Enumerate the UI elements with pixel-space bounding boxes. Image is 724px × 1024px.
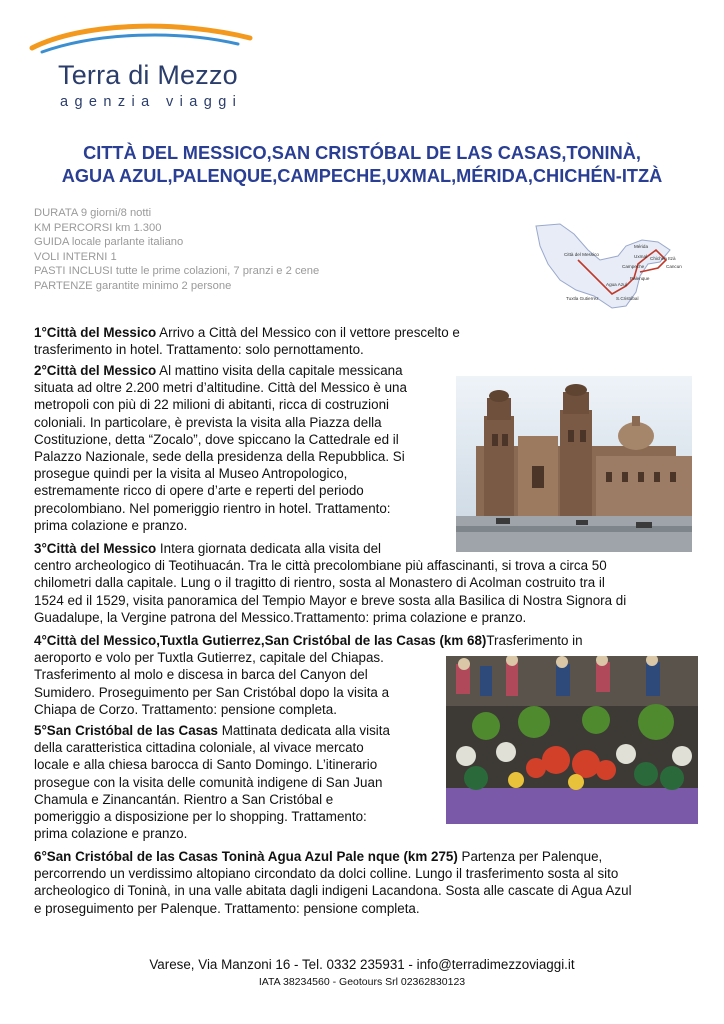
day-5-text: pomeriggio a disposizione per lo shopping. Trattamento:: [34, 809, 367, 825]
market-photo: [446, 656, 698, 824]
map-label: Palenque: [630, 276, 650, 281]
day-3-text: 1524 ed il 1529, visita panoramica del Tempio Mayor e breve sosta alla Basilica di Nostra Signora di: [34, 592, 627, 608]
day-5-heading: 5°San Cristóbal de las Casas: [34, 723, 218, 738]
market-image: [446, 656, 698, 824]
day-5-text: locale e alla chiesa barocca di Santo Domingo. L’itinerario: [34, 757, 378, 773]
day-2-text: prosegue quindi per la visita al Museo Antropologico,: [34, 466, 348, 482]
day-2-text: metropoli con più di 22 milioni di abitanti, ricca di costruzioni: [34, 397, 390, 413]
day-4-text: Sumidero. Proseguimento per San Cristóbal dopo la visita a: [34, 684, 390, 700]
day-2-heading: 2°Città del Messico: [34, 363, 157, 378]
day-2: [34, 362, 449, 534]
day-6: [34, 848, 694, 917]
footer-registry: IATA 38234560 - Geotours Srl 02362830123: [258, 976, 466, 988]
route-map: [530, 220, 688, 312]
info-distance: KM PERCORSI km 1.300: [34, 221, 162, 234]
day-4-heading: 4°Città del Messico,Tuxtla Gutierrez,San Cristóbal de las Casas (km 68): [34, 633, 487, 648]
day-5: [34, 722, 444, 842]
day-4-text: Trasferimento in: [486, 633, 583, 648]
day-4-text: Chiapa de Corzo. Trattamento: pensione completa.: [34, 701, 337, 717]
day-3-text: chilometri dalla capitale. Lung o il tragitto di rientro, sosta al Monastero di Acolman costruito tra il: [34, 575, 605, 591]
map-label: Uxmal: [634, 254, 648, 259]
agency-name: Terra di Mezzo: [58, 60, 238, 90]
title-line-2: AGUA AZUL,PALENQUE,CAMPECHE,UXMAL,MÉRIDA,CHICHÉN-ITZÀ: [61, 166, 663, 186]
info-duration: DURATA 9 giorni/8 notti: [34, 207, 152, 219]
day-2-text: Costituzione, detta “Zocalo”, dove spiccano la Cattedrale ed il: [34, 431, 399, 447]
cathedral-image: [456, 376, 692, 552]
day-3-text: Guadalupe, la Vergine patrona del Messico.Trattamento: prima colazione e pranzo.: [34, 609, 527, 625]
map-land: [536, 224, 670, 308]
info-flights: VOLI INTERNI 1: [34, 250, 117, 263]
day-3: [34, 540, 694, 626]
day-6-text: archeologico di Toninà, in una valle abitata dagli indigeni Lacandona. Sosta alle cascate di Agua Azul: [34, 883, 632, 899]
day-5-text: prosegue con la visita delle comunità indigene di San Juan: [34, 774, 383, 790]
agency-logo: [28, 18, 258, 110]
day-3-text: Intera giornata dedicata alla visita del: [156, 541, 382, 556]
day-5-text: Mattinata dedicata alla visita: [217, 723, 390, 738]
day-1-text: Arrivo a Città del Messico con il vettore prescelto e: [156, 325, 460, 340]
cathedral-photo: [456, 376, 692, 552]
day-3-heading: 3°Città del Messico: [34, 541, 157, 556]
map-label: Chichén Itzà: [650, 256, 676, 261]
map-label: S.Cristóbal: [616, 296, 639, 301]
day-6-heading: 6°San Cristóbal de las Casas Toninà Agua Azul Pale nque (km 275): [34, 849, 458, 864]
tour-title: [20, 142, 704, 188]
day-2-text: Palazzo Nazionale, sede della presidenza della Repubblica. Si: [34, 449, 405, 465]
day-6-text: e proseguimento per Palenque. Trattamento: pensione completa.: [34, 900, 420, 916]
day-4-text: aeroporto e volo per Tuxtla Gutierrez, capitale del Chiapas.: [34, 650, 384, 666]
agency-tagline: agenzia viaggi: [60, 94, 243, 110]
day-1: [34, 324, 514, 358]
map-label: Città del Messico: [564, 252, 599, 257]
day-5-text: Chamula e Zinancantán. Rientro a San Cristóbal e: [34, 791, 334, 807]
day-1-heading: 1°Città del Messico: [34, 325, 157, 340]
footer-contact: Varese, Via Manzoni 16 - Tel. 0332 235931 - info@terradimezzoviaggi.it: [149, 957, 575, 972]
page-footer: [0, 956, 724, 990]
map-label: Agua Azul: [606, 282, 627, 287]
day-2-text: coloniali. In particolare, è prevista la visita alla Piazza della: [34, 414, 382, 430]
info-departures: PARTENZE garantite minimo 2 persone: [34, 279, 232, 292]
map-label: Tuxtla Gutierrez: [566, 296, 599, 301]
title-line-1: CITTÀ DEL MESSICO,SAN CRISTÓBAL DE LAS CASAS,TONINÀ,: [83, 143, 641, 163]
info-guide: GUIDA locale parlante italiano: [34, 236, 184, 249]
day-2-text: precolombiano. Nel pomeriggio rientro in hotel. Trattamento:: [34, 500, 391, 516]
day-6-text: Partenza per Palenque,: [457, 849, 603, 864]
day-4-text: Trasferimento al molo e discesa in barca del Canyon del: [34, 667, 368, 683]
map-label: Campeche: [622, 264, 645, 269]
day-5-text: della caratteristica cittadina coloniale, al vivace mercato: [34, 740, 364, 756]
day-3-text: centro archeologico di Teotihuacán. Tra le città precolombiane più affascinanti, si trova a circa 50: [34, 558, 607, 574]
day-2-text: estremamente ricco di opere d’arte e reperti del periodo: [34, 483, 364, 499]
info-meals: PASTI INCLUSI tutte le prime colazioni, 7 pranzi e 2 cene: [34, 265, 320, 278]
day-1-text: trasferimento in hotel. Trattamento: solo pernottamento.: [34, 342, 364, 358]
day-2-text: Al mattino visita della capitale messicana: [156, 363, 403, 378]
tour-info: [34, 206, 434, 294]
map-label: Cancun: [666, 264, 682, 269]
day-5-text: prima colazione e pranzo.: [34, 826, 188, 842]
day-6-text: percorrendo un verdissimo altopiano circondato da dolci colline. Lungo il trasferimento sosta al sito: [34, 866, 619, 882]
day-2-text: situata ad oltre 2.200 metri d’altitudine. Città del Messico è una: [34, 380, 407, 396]
day-2-text: prima colazione e pranzo.: [34, 517, 188, 533]
map-label: Mérida: [634, 244, 649, 249]
